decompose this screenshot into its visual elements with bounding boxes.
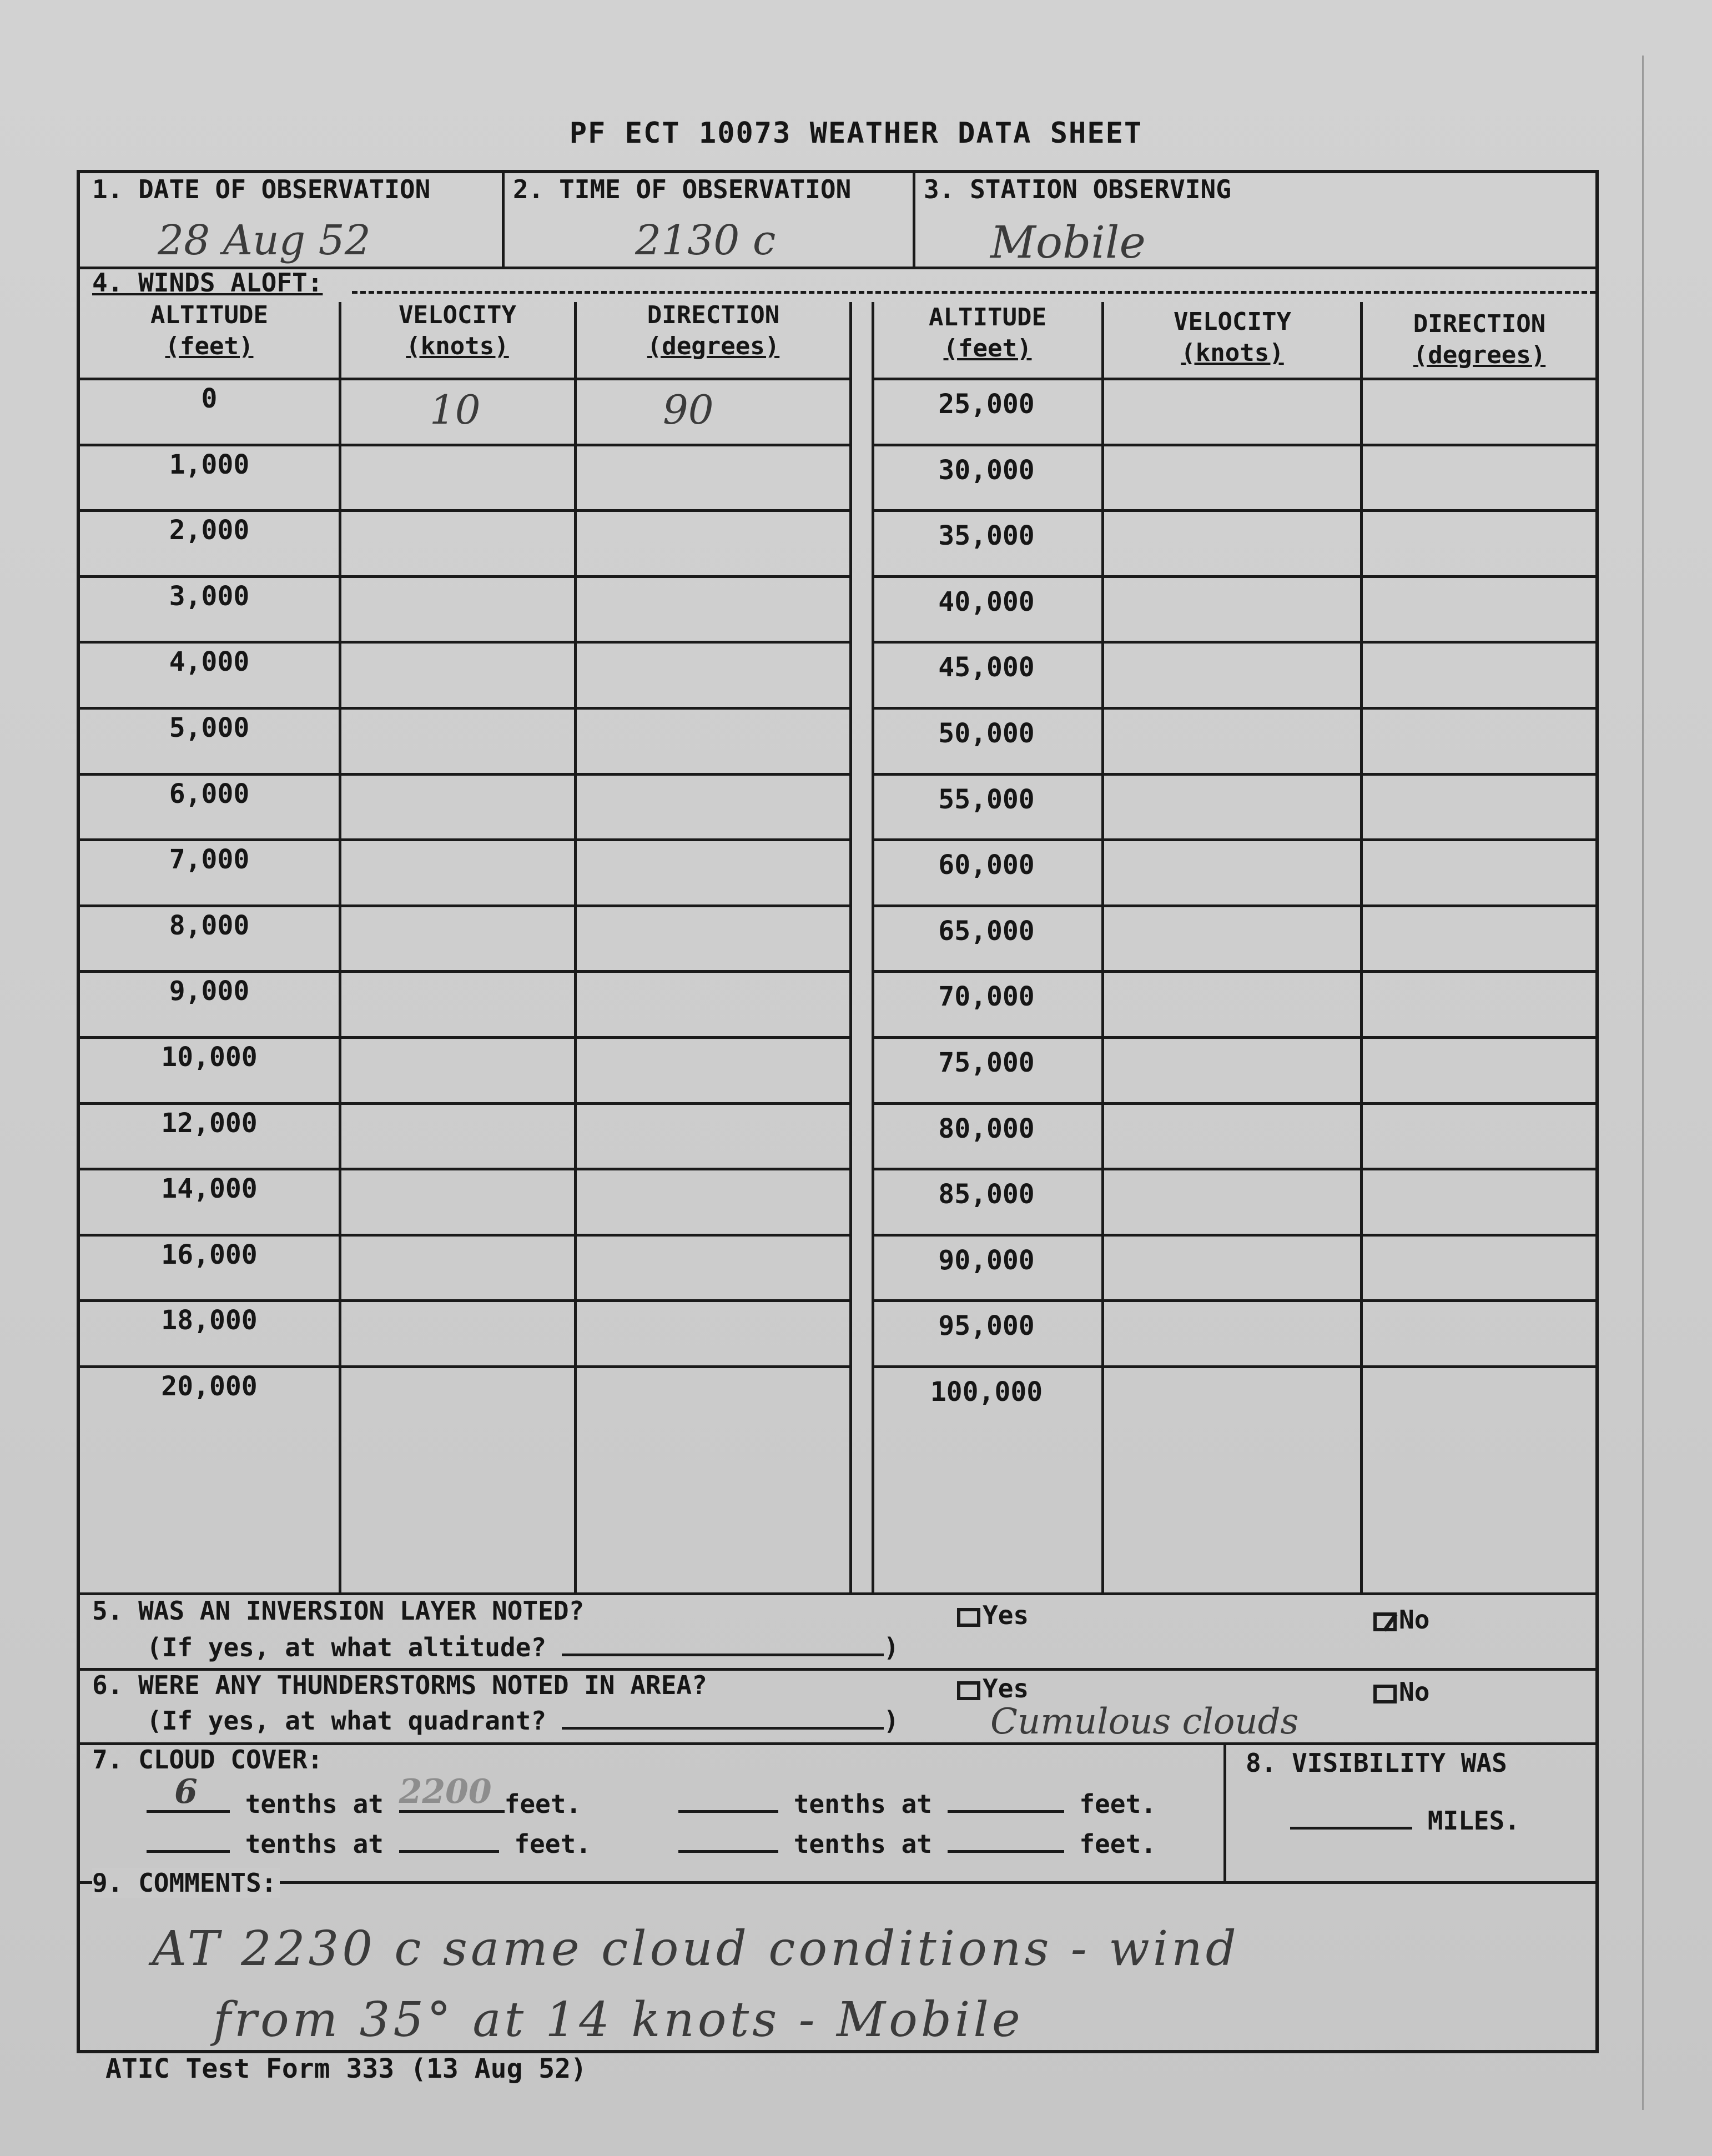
thunderstorm-no-label: No [1399, 1677, 1430, 1707]
inversion-no-option[interactable] [1373, 1605, 1429, 1635]
left-velocity-header-unit: (knots) [406, 332, 509, 360]
inversion-followup-text: (If yes, at what altitude? [147, 1632, 547, 1662]
cloud-tenths-1[interactable] [147, 1772, 230, 1813]
station-label: 3. STATION OBSERVING [924, 174, 1231, 204]
inversion-no-checkbox[interactable] [1373, 1612, 1397, 1631]
visibility-miles-blank[interactable] [1290, 1827, 1412, 1830]
altitude-cell: 80,000 [938, 1113, 1035, 1144]
thunderstorm-yes-option[interactable] [957, 1673, 1029, 1703]
row-rule [872, 444, 1595, 446]
sheet-title: PF ECT 10073 WEATHER DATA SHEET [569, 117, 1143, 150]
right-altitude-header [874, 302, 1101, 364]
row-rule [872, 1299, 1595, 1302]
date-label: 1. DATE OF OBSERVATION [92, 174, 431, 204]
table-row [872, 1036, 1595, 1102]
thunderstorm-yes-label: Yes [983, 1673, 1029, 1703]
row-rule [80, 575, 849, 578]
cloud-bottom-rule [80, 1881, 1595, 1884]
cloud-entry-1 [147, 1772, 582, 1819]
altitude-cell: 25,000 [938, 389, 1035, 420]
divider-1-2 [502, 173, 505, 267]
altitude-cell: 18,000 [161, 1305, 258, 1336]
row-rule [80, 641, 849, 644]
table-row [80, 1102, 849, 1168]
table-row [872, 575, 1595, 641]
row-rule [80, 444, 849, 446]
table-row [872, 904, 1595, 971]
cloud-feet-value-1: 2200 [399, 1772, 492, 1811]
altitude-cell: 65,000 [938, 916, 1035, 947]
tenths-at-label: tenths at [793, 1829, 932, 1859]
row-rule [80, 707, 849, 710]
thunderstorm-yes-checkbox[interactable] [957, 1681, 980, 1700]
altitude-cell: 6,000 [169, 778, 250, 810]
row-rule [872, 1102, 1595, 1105]
altitude-cell: 10,000 [161, 1042, 258, 1073]
altitude-cell: 40,000 [938, 586, 1035, 617]
feet-label: feet. [504, 1789, 582, 1819]
table-row [80, 1365, 849, 1431]
row-rule [80, 1168, 849, 1170]
tenths-at-label: tenths at [245, 1789, 384, 1819]
feet-label: feet. [514, 1829, 591, 1859]
cloud-tenths-4[interactable] [678, 1850, 778, 1853]
altitude-cell: 100,000 [930, 1376, 1043, 1408]
row-rule [80, 773, 849, 776]
row-rule [872, 1234, 1595, 1237]
left-altitude-header-unit: (feet) [165, 332, 254, 360]
table-row [872, 970, 1595, 1036]
inversion-followup [147, 1632, 899, 1662]
velocity-cell: 10 [430, 386, 481, 433]
visibility-label: 8. VISIBILITY WAS [1246, 1748, 1507, 1778]
station-value: Mobile [990, 217, 1146, 268]
row-rule [872, 1036, 1595, 1039]
table-row [80, 970, 849, 1036]
inversion-yes-label: Yes [983, 1600, 1029, 1630]
form-frame [77, 170, 1599, 2053]
altitude-cell: 3,000 [169, 581, 250, 612]
altitude-cell: 85,000 [938, 1179, 1035, 1210]
thunderstorm-followup [147, 1706, 899, 1736]
table-row [80, 1299, 849, 1365]
form-footer: ATIC Test Form 333 (13 Aug 52) [105, 2053, 587, 2084]
inversion-yes-checkbox[interactable] [957, 1608, 980, 1627]
right-velocity-header-unit: (knots) [1181, 339, 1284, 367]
cloud-feet-3[interactable] [399, 1850, 499, 1853]
thunderstorm-followup-text: (If yes, at what quadrant? [147, 1706, 547, 1736]
comments-line-1: AT 2230 c same cloud conditions - wind [152, 1921, 1240, 1977]
table-row [872, 1299, 1595, 1365]
altitude-cell: 4,000 [169, 646, 250, 677]
divider-2-3 [913, 173, 915, 267]
comments-line-2: from 35° at 14 knots - Mobile [213, 1992, 1024, 2048]
right-velocity-header-text: VELOCITY [1174, 308, 1291, 336]
left-direction-header [577, 300, 849, 362]
altitude-cell: 90,000 [938, 1245, 1035, 1276]
altitude-cell: 12,000 [161, 1108, 258, 1139]
row-rule [872, 838, 1595, 841]
row-rule [80, 904, 849, 907]
altitude-cell: 95,000 [938, 1310, 1035, 1341]
altitude-cell: 60,000 [938, 850, 1035, 881]
cloud-feet-1[interactable] [399, 1772, 505, 1813]
table-row [872, 707, 1595, 773]
left-altitude-header-text: ALTITUDE [150, 301, 268, 329]
table-row [80, 444, 849, 510]
row-rule [872, 773, 1595, 776]
row-rule [80, 378, 849, 380]
right-direction-header-unit: (degrees) [1413, 341, 1546, 369]
altitude-cell: 20,000 [161, 1371, 258, 1402]
row-rule [80, 509, 849, 512]
cloud-tenths-3[interactable] [147, 1850, 230, 1853]
page-edge-line [1642, 56, 1644, 2110]
altitude-cell: 9,000 [169, 976, 250, 1007]
table-row [80, 1234, 849, 1300]
tenths-at-label: tenths at [245, 1829, 384, 1859]
right-direction-header [1363, 309, 1595, 371]
row-rule [872, 970, 1595, 973]
row-rule [872, 1168, 1595, 1170]
table-row [80, 773, 849, 839]
altitude-cell: 50,000 [938, 718, 1035, 749]
direction-cell: 90 [663, 386, 714, 433]
thunderstorm-no-option[interactable] [1373, 1677, 1429, 1707]
row-rule [872, 641, 1595, 644]
row-rule [872, 904, 1595, 907]
inversion-yes-option[interactable] [957, 1600, 1029, 1630]
date-value: 28 Aug 52 [158, 217, 371, 264]
altitude-cell: 8,000 [169, 910, 250, 941]
table-row [80, 641, 849, 707]
row-rule [80, 970, 849, 973]
altitude-cell: 1,000 [169, 449, 250, 480]
left-direction-header-text: DIRECTION [647, 301, 780, 329]
thunderstorm-quadrant-blank[interactable] [562, 1727, 884, 1730]
left-velocity-header-text: VELOCITY [399, 301, 516, 329]
row-rule [872, 509, 1595, 512]
cloud-cover-label: 7. CLOUD COVER: [92, 1745, 323, 1775]
table-row [872, 1168, 1595, 1234]
table-row [872, 378, 1595, 444]
row-rule [872, 707, 1595, 710]
row-rule [80, 1365, 849, 1368]
table-row [80, 904, 849, 971]
altitude-cell: 2,000 [169, 515, 250, 546]
altitude-cell: 30,000 [938, 455, 1035, 486]
row-rule [80, 838, 849, 841]
left-direction-header-unit: (degrees) [647, 332, 780, 360]
right-velocity-header [1105, 306, 1360, 369]
feet-label: feet. [1079, 1789, 1156, 1819]
table-row [872, 1102, 1595, 1168]
left-col-rule-3 [849, 302, 852, 1595]
table-row [872, 509, 1595, 575]
inversion-no-label: No [1399, 1605, 1430, 1635]
visibility-entry [1290, 1806, 1520, 1836]
feet-label: feet. [1079, 1829, 1156, 1859]
table-row [80, 707, 849, 773]
visibility-divider [1223, 1742, 1226, 1881]
thunderstorm-question: 6. WERE ANY THUNDERSTORMS NOTED IN AREA? [92, 1670, 707, 1700]
cloud-entry-4 [678, 1829, 1156, 1859]
row-rule [80, 1036, 849, 1039]
right-altitude-header-unit: (feet) [943, 334, 1032, 363]
table-row [80, 378, 849, 443]
altitude-cell: 16,000 [161, 1239, 258, 1270]
table-row [80, 1036, 849, 1102]
winds-label: 4. WINDS ALOFT: [92, 268, 323, 298]
altitude-cell: 14,000 [161, 1173, 258, 1204]
comments-label: 9. COMMENTS: [92, 1868, 280, 1898]
table-row [80, 838, 849, 904]
altitude-cell: 75,000 [938, 1047, 1035, 1078]
row-rule [80, 1299, 849, 1302]
altitude-cell: 5,000 [169, 712, 250, 743]
cloud-feet-2[interactable] [948, 1810, 1064, 1813]
right-direction-header-text: DIRECTION [1413, 310, 1546, 338]
winds-dashed-rule [352, 291, 1595, 294]
tenths-at-label: tenths at [793, 1789, 932, 1819]
visibility-unit: MILES. [1427, 1806, 1520, 1836]
row-rule [80, 1102, 849, 1105]
altitude-cell: 45,000 [938, 652, 1035, 683]
table-row [872, 1234, 1595, 1300]
inversion-altitude-blank[interactable] [562, 1654, 884, 1656]
winds-bottom-rule [80, 1592, 1595, 1595]
table-row [80, 1168, 849, 1234]
altitude-cell: 70,000 [938, 981, 1035, 1012]
thunderstorm-no-checkbox[interactable] [1373, 1685, 1397, 1703]
left-altitude-header [80, 300, 339, 362]
left-velocity-header [341, 300, 574, 362]
row-rule [872, 1365, 1595, 1368]
row-rule [872, 378, 1595, 380]
row-rule [872, 575, 1595, 578]
inversion-close-paren: ) [883, 1632, 899, 1662]
altitude-cell: 7,000 [169, 844, 250, 875]
table-row [872, 1365, 1595, 1431]
inversion-question: 5. WAS AN INVERSION LAYER NOTED? [92, 1596, 585, 1626]
cloud-feet-4[interactable] [948, 1850, 1064, 1853]
cloud-tenths-value-1: 6 [174, 1772, 198, 1811]
table-row [872, 641, 1595, 707]
time-value: 2130 c [635, 217, 776, 264]
cloud-entry-2 [678, 1789, 1156, 1819]
thunderstorm-note: Cumulous clouds [990, 1701, 1299, 1742]
cloud-entry-3 [147, 1829, 591, 1859]
table-row [80, 575, 849, 641]
table-row [872, 773, 1595, 839]
cloud-tenths-2[interactable] [678, 1810, 778, 1813]
table-row [872, 444, 1595, 510]
table-row [872, 838, 1595, 904]
table-row [80, 509, 849, 575]
altitude-cell: 0 [201, 383, 218, 414]
altitude-cell: 55,000 [938, 784, 1035, 815]
thunderstorm-close-paren: ) [883, 1706, 899, 1736]
time-label: 2. TIME OF OBSERVATION [513, 174, 852, 204]
row-rule [80, 1234, 849, 1237]
right-altitude-header-text: ALTITUDE [929, 303, 1046, 331]
altitude-cell: 35,000 [938, 520, 1035, 551]
